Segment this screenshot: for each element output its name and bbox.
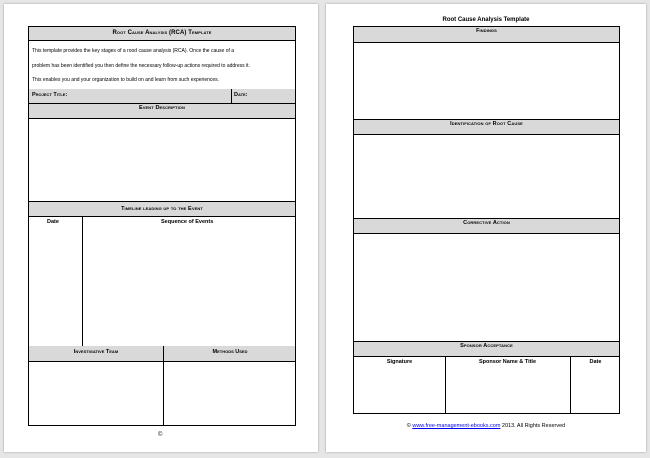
col-date-label: Date bbox=[47, 219, 59, 225]
investigative-team-field[interactable] bbox=[29, 363, 163, 426]
copyright-icon: © bbox=[406, 423, 411, 429]
col-sponsor-name-label: Sponsor Name & Title bbox=[478, 359, 537, 365]
identification-field[interactable] bbox=[354, 135, 619, 219]
form-title: Root Cause Analysis (RCA) Template bbox=[29, 27, 295, 41]
methods-used-field[interactable] bbox=[164, 363, 295, 426]
identification-header: Identification of Root Cause bbox=[354, 119, 619, 135]
page-2-footer bbox=[326, 423, 646, 429]
project-title-label: Project Title: bbox=[32, 92, 68, 98]
sponsor-acceptance-header: Sponsor Acceptance bbox=[354, 341, 619, 357]
rca-form-page-2 bbox=[353, 26, 620, 414]
footer-rights-text: 2013. All Rights Reserved bbox=[500, 423, 566, 429]
corrective-action-field[interactable] bbox=[354, 234, 619, 341]
doc-title: Root Cause Analysis Template bbox=[442, 17, 530, 23]
col-sequence-label: Sequence of Events bbox=[161, 219, 214, 225]
intro-line-2: problem has been identified you then define the necessary follow-up actions required to address it. bbox=[32, 63, 250, 69]
findings-header: Findings bbox=[354, 27, 619, 43]
copyright-icon: © bbox=[158, 432, 163, 438]
signature-field[interactable] bbox=[354, 367, 445, 414]
timeline-sequence-field[interactable] bbox=[83, 227, 295, 346]
event-description-header: Event Description bbox=[29, 103, 295, 119]
sponsor-name-field[interactable] bbox=[446, 367, 570, 414]
date-label: Date: bbox=[234, 92, 248, 98]
page-1 bbox=[4, 4, 318, 452]
sponsor-date-field[interactable] bbox=[571, 367, 619, 414]
col-date-label: Date bbox=[589, 359, 602, 365]
methods-used-header: Methods Used bbox=[212, 349, 248, 355]
event-description-field[interactable] bbox=[29, 119, 295, 202]
corrective-action-header: Corrective Action bbox=[354, 218, 619, 234]
project-row bbox=[29, 89, 295, 103]
timeline-header: Timeline leading up to the Event bbox=[29, 201, 295, 217]
rca-form-page-1 bbox=[28, 26, 296, 426]
timeline-date-field[interactable] bbox=[29, 227, 82, 346]
footer-link[interactable]: www.free-management-ebooks.com bbox=[412, 423, 501, 429]
col-signature-label: Signature bbox=[386, 359, 413, 365]
intro-line-3: This enables you and your organization to build on and learn from such experiences. bbox=[32, 77, 220, 83]
investigative-team-header: Investigative Team bbox=[73, 349, 119, 355]
page-2 bbox=[326, 4, 646, 452]
intro-line-1: This template provides the key stages of a rood cause analysis (RCA). Once the cause of a bbox=[32, 48, 235, 54]
findings-field[interactable] bbox=[354, 43, 619, 119]
